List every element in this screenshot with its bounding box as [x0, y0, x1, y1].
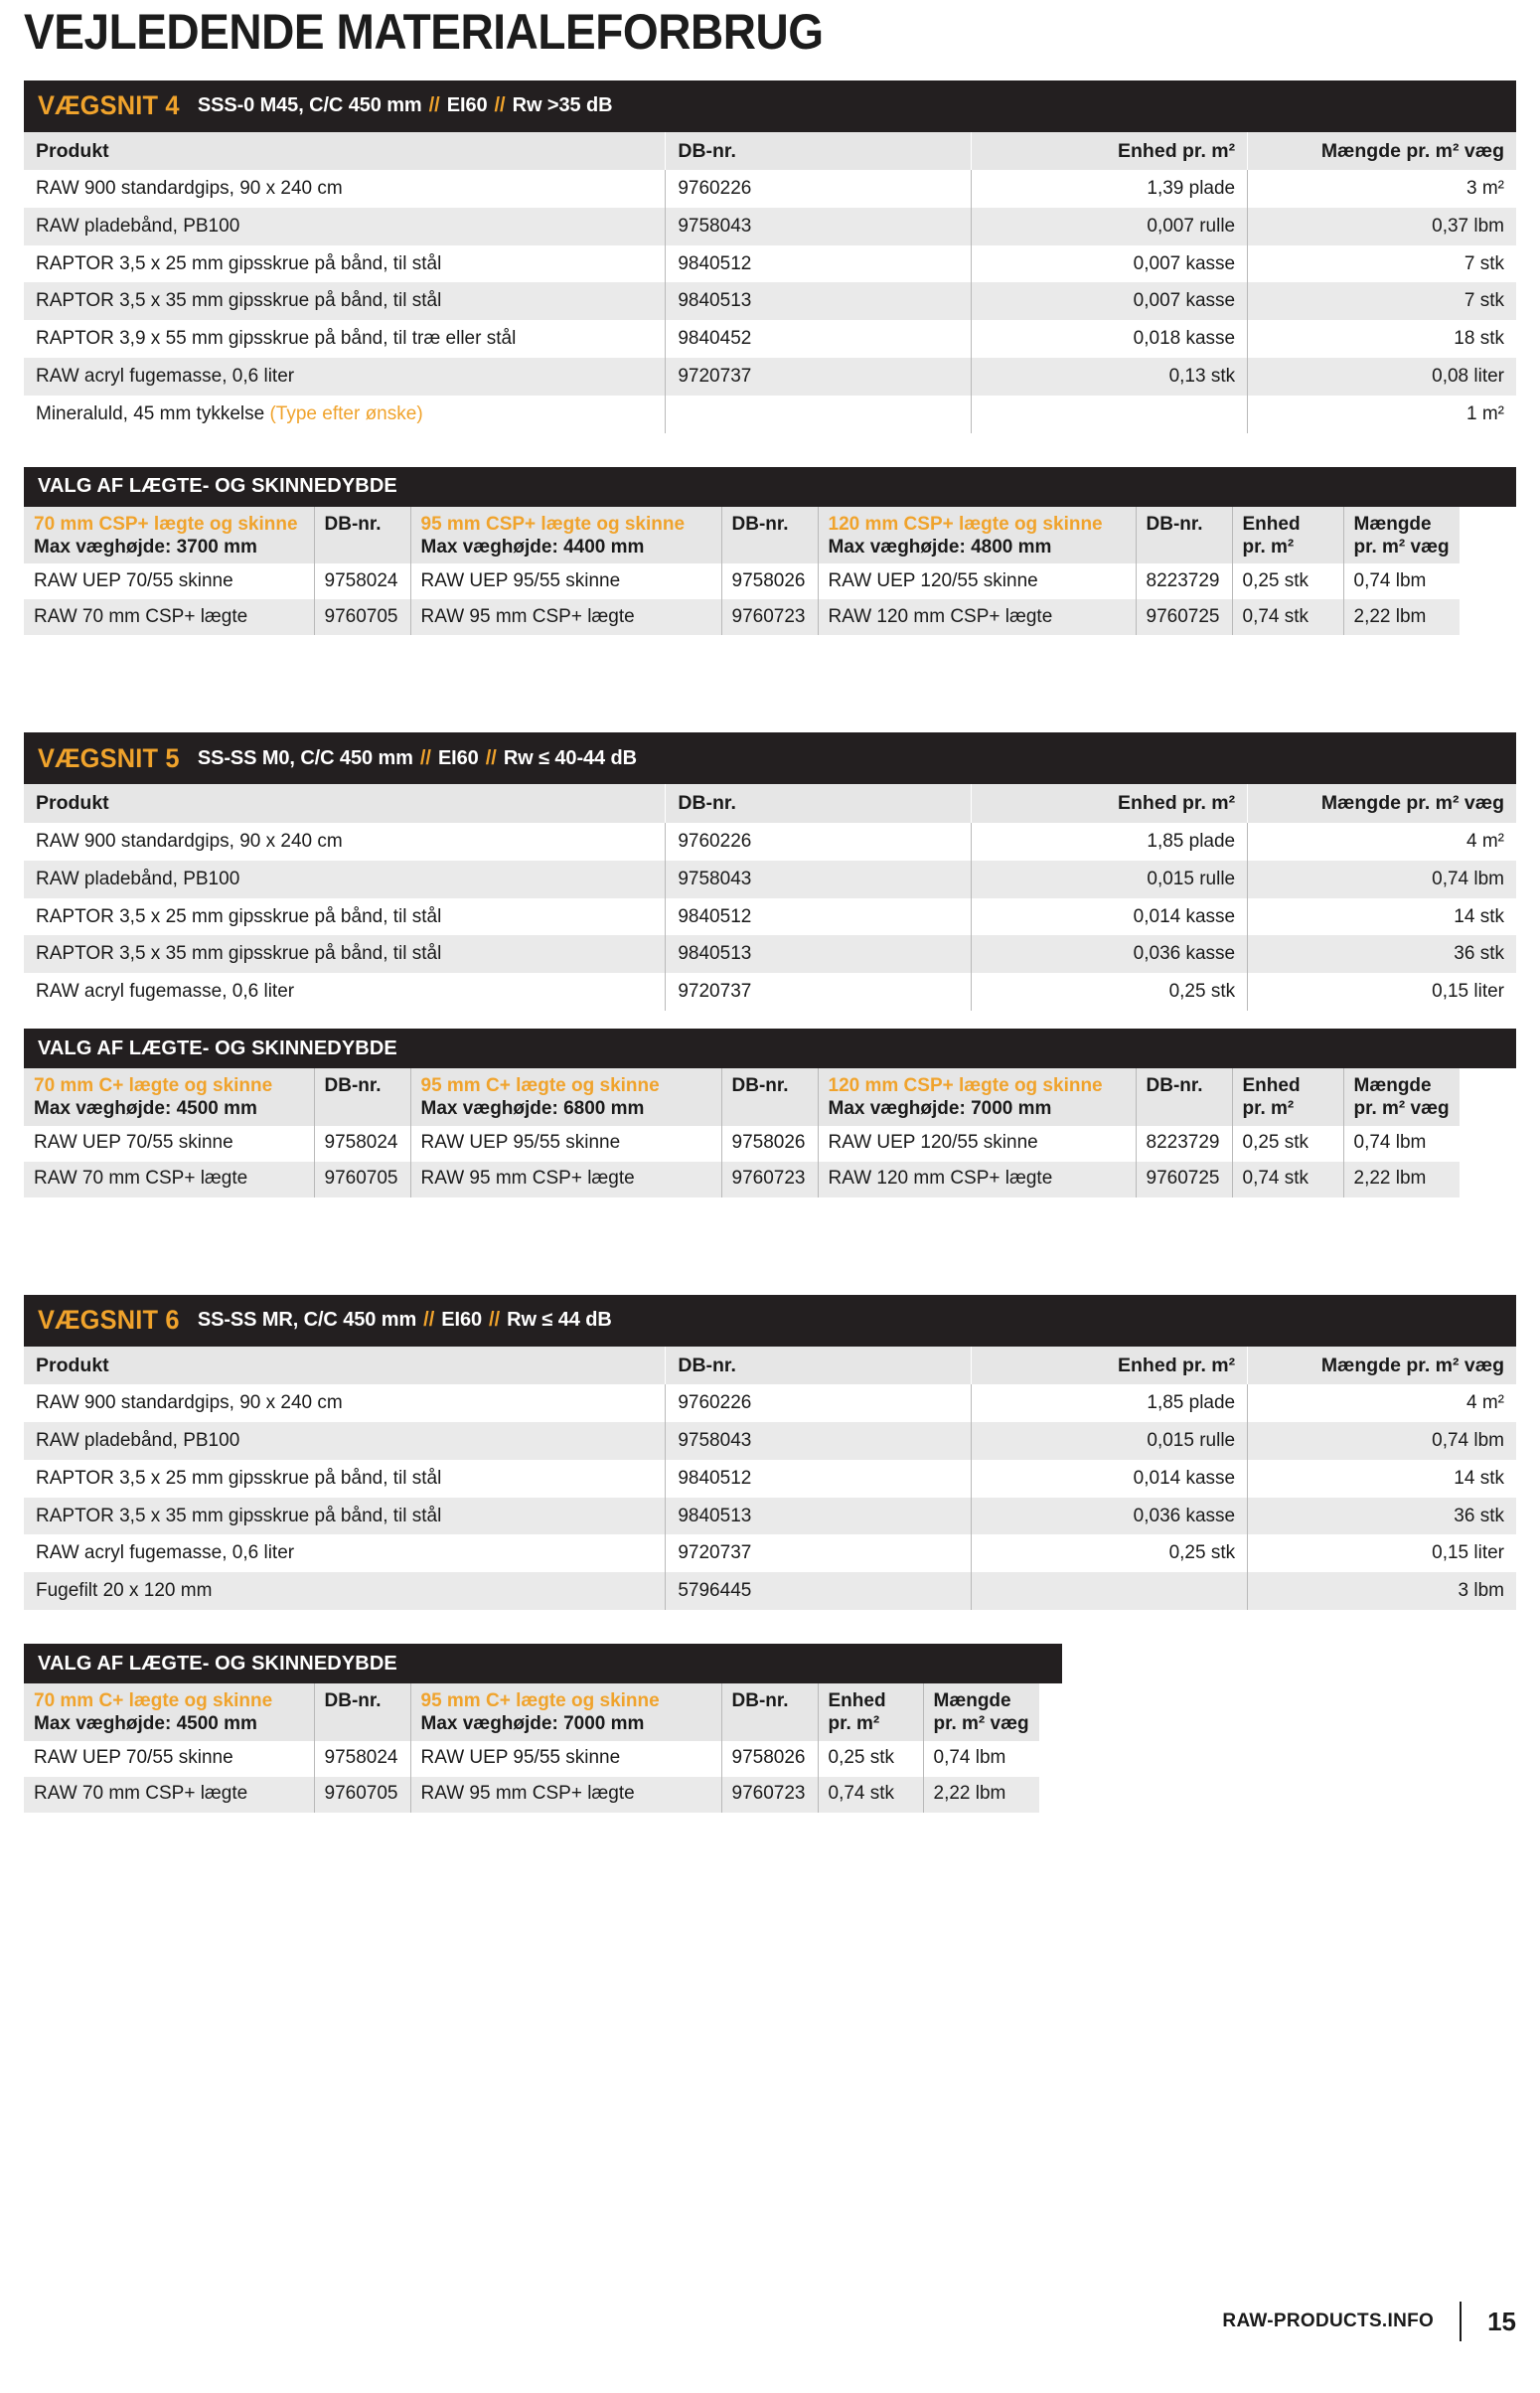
cell-product-3: RAW 120 mm CSP+ lægte — [818, 599, 1136, 635]
cell-maengde: 2,22 lbm — [1343, 1162, 1460, 1197]
produkt-text: RAPTOR 3,9 x 55 mm gipsskrue på bånd, til træ eller stål — [36, 328, 517, 350]
valg-column-header-enhed — [818, 1683, 923, 1741]
cell-enhed: 0,74 stk — [818, 1777, 923, 1813]
cell-db-2: 9760723 — [721, 1777, 818, 1813]
cell-enhed: 0,036 kasse — [972, 1498, 1248, 1535]
cell-db-1: 9760705 — [314, 1777, 410, 1813]
cell-maengde: 36 stk — [1248, 935, 1516, 973]
cell-product-1: RAW 70 mm CSP+ lægte — [24, 1162, 314, 1197]
cell-db: 9758043 — [666, 861, 972, 898]
cell-db-3: 9760725 — [1136, 1162, 1232, 1197]
produkt-text: RAW acryl fugemasse, 0,6 liter — [36, 366, 295, 388]
cell-maengde: 2,22 lbm — [923, 1777, 1039, 1813]
valg-group-header-3 — [818, 1068, 1136, 1126]
footer-divider — [1460, 2302, 1462, 2341]
section-spec-3: Rw >35 dB — [512, 94, 613, 116]
cell-produkt — [24, 208, 666, 245]
cell-produkt — [24, 245, 666, 283]
cell-product-3: RAW UEP 120/55 skinne — [818, 1126, 1136, 1162]
cell-db-2: 9758026 — [721, 1126, 818, 1162]
cell-maengde: 0,74 lbm — [1248, 1422, 1516, 1460]
cell-enhed: 0,25 stk — [1232, 563, 1343, 599]
cell-maengde: 14 stk — [1248, 898, 1516, 936]
cell-product-2: RAW 95 mm CSP+ lægte — [410, 1777, 721, 1813]
cell-enhed: 0,25 stk — [972, 1534, 1248, 1572]
table-row — [24, 1572, 1516, 1610]
valg-group-height: Max væghøjde: 7000 mm — [828, 1097, 1052, 1119]
cell-enhed — [972, 396, 1248, 433]
column-header-produkt: Produkt — [24, 1347, 666, 1384]
column-header-produkt: Produkt — [24, 784, 666, 822]
column-header-db-nr: DB-nr. — [666, 132, 972, 170]
cell-produkt — [24, 170, 666, 208]
enhed-line-1: Enhed — [1242, 1075, 1301, 1097]
cell-db: 9758043 — [666, 208, 972, 245]
cell-maengde: 0,74 lbm — [1343, 563, 1460, 599]
table-row — [24, 245, 1516, 283]
cell-db-1: 9758024 — [314, 563, 410, 599]
table-row — [24, 1498, 1516, 1535]
cell-db: 9760226 — [666, 823, 972, 861]
cell-db: 9758043 — [666, 1422, 972, 1460]
cell-db: 9760226 — [666, 1384, 972, 1422]
cell-db: 9840513 — [666, 1498, 972, 1535]
page-footer — [1222, 2302, 1516, 2341]
cell-maengde: 7 stk — [1248, 245, 1516, 283]
cell-product-1: RAW UEP 70/55 skinne — [24, 563, 314, 599]
separator-slash: // — [494, 94, 506, 116]
product-table — [24, 784, 1516, 1011]
table-row — [24, 973, 1516, 1011]
valg-table — [24, 1068, 1460, 1197]
cell-enhed: 0,25 stk — [972, 973, 1248, 1011]
cell-enhed: 0,007 kasse — [972, 245, 1248, 283]
footer-site-label: RAW-PRODUCTS.INFO — [1222, 2311, 1435, 2331]
cell-db: 9720737 — [666, 358, 972, 396]
cell-maengde: 0,74 lbm — [1248, 861, 1516, 898]
valg-group-height: Max væghøjde: 6800 mm — [420, 1097, 645, 1119]
cell-maengde: 1 m² — [1248, 396, 1516, 433]
section-number: VÆGSNIT 6 — [38, 1305, 180, 1336]
section-vaegsnit-4 — [24, 80, 1516, 636]
valg-header-row — [24, 1068, 1460, 1126]
maengde-line-1: Mængde — [1353, 513, 1432, 535]
cell-enhed: 0,015 rulle — [972, 1422, 1248, 1460]
cell-enhed: 0,014 kasse — [972, 898, 1248, 936]
cell-maengde: 3 m² — [1248, 170, 1516, 208]
valg-header-row — [24, 507, 1460, 564]
valg-column-header-maengde — [1343, 507, 1460, 564]
enhed-line-2: pr. m² — [1242, 536, 1295, 558]
section-spec-1: SSS-0 M45, C/C 450 mm — [197, 94, 422, 116]
cell-product-2: RAW UEP 95/55 skinne — [410, 1741, 721, 1777]
section-vaegsnit-6 — [24, 1295, 1516, 1813]
table-row — [24, 208, 1516, 245]
table-row — [24, 1384, 1516, 1422]
cell-db: 9840512 — [666, 898, 972, 936]
valg-group-header-3 — [818, 507, 1136, 564]
valg-group-height: Max væghøjde: 4800 mm — [828, 536, 1052, 558]
valg-column-header-db: DB-nr. — [721, 1068, 818, 1126]
section-spec-3: Rw ≤ 40-44 dB — [503, 746, 637, 769]
cell-product-3: RAW 120 mm CSP+ lægte — [818, 1162, 1136, 1197]
cell-maengde: 0,08 liter — [1248, 358, 1516, 396]
valg-column-header-db: DB-nr. — [721, 507, 818, 564]
section-header-bar — [24, 80, 1516, 132]
cell-enhed: 1,39 plade — [972, 170, 1248, 208]
cell-db: 9720737 — [666, 1534, 972, 1572]
cell-product-1: RAW 70 mm CSP+ lægte — [24, 1777, 314, 1813]
table-header-row — [24, 1347, 1516, 1384]
cell-enhed — [972, 1572, 1248, 1610]
valg-group-header-1 — [24, 1068, 314, 1126]
cell-maengde: 7 stk — [1248, 282, 1516, 320]
separator-slash: // — [423, 1309, 435, 1332]
produkt-text: Mineraluld, 45 mm tykkelse — [36, 402, 265, 424]
column-header-enhed: Enhed pr. m² — [972, 132, 1248, 170]
enhed-line-1: Enhed — [1242, 513, 1301, 535]
cell-maengde: 18 stk — [1248, 320, 1516, 358]
table-row — [24, 320, 1516, 358]
cell-db: 9840452 — [666, 320, 972, 358]
valg-column-header-db: DB-nr. — [314, 1068, 410, 1126]
valg-group-title: 120 mm CSP+ lægte og skinne — [828, 513, 1103, 535]
table-row — [24, 1534, 1516, 1572]
maengde-line-2: pr. m² væg — [1353, 536, 1450, 558]
cell-maengde: 4 m² — [1248, 823, 1516, 861]
column-header-produkt: Produkt — [24, 132, 666, 170]
cell-produkt: RAPTOR 3,5 x 35 mm gipsskrue på bånd, til stål — [24, 935, 666, 973]
maengde-line-2: pr. m² væg — [933, 1712, 1029, 1734]
enhed-line-1: Enhed — [828, 1690, 886, 1712]
valg-group-title: 120 mm CSP+ lægte og skinne — [828, 1075, 1103, 1097]
separator-slash: // — [485, 746, 497, 769]
table-row — [24, 170, 1516, 208]
separator-slash: // — [489, 1309, 501, 1332]
cell-product-1: RAW 70 mm CSP+ lægte — [24, 599, 314, 635]
section-number: VÆGSNIT 4 — [38, 90, 180, 120]
valg-group-height: Max væghøjde: 4400 mm — [420, 536, 645, 558]
cell-db: 9840513 — [666, 282, 972, 320]
valg-group-title: 70 mm C+ lægte og skinne — [34, 1075, 273, 1097]
cell-product-2: RAW UEP 95/55 skinne — [410, 563, 721, 599]
column-header-maengde: Mængde pr. m² væg — [1248, 132, 1516, 170]
table-row — [24, 358, 1516, 396]
footer-page-number: 15 — [1487, 2306, 1516, 2336]
cell-enhed: 0,25 stk — [1232, 1126, 1343, 1162]
cell-produkt — [24, 320, 666, 358]
cell-db-2: 9760723 — [721, 599, 818, 635]
maengde-line-1: Mængde — [933, 1690, 1011, 1712]
cell-produkt: RAPTOR 3,5 x 25 mm gipsskrue på bånd, til stål — [24, 1460, 666, 1498]
cell-enhed: 0,036 kasse — [972, 935, 1248, 973]
table-row — [24, 823, 1516, 861]
cell-db: 9840512 — [666, 245, 972, 283]
cell-maengde: 0,15 liter — [1248, 1534, 1516, 1572]
enhed-line-2: pr. m² — [1242, 1097, 1295, 1119]
section-spec-2: EI60 — [441, 1309, 483, 1332]
cell-product-3: RAW UEP 120/55 skinne — [818, 563, 1136, 599]
section-vaegsnit-5 — [24, 732, 1516, 1196]
valg-column-header-enhed — [1232, 507, 1343, 564]
valg-group-height: Max væghøjde: 3700 mm — [34, 536, 257, 558]
maengde-line-2: pr. m² væg — [1353, 1097, 1450, 1119]
valg-row — [24, 1741, 1039, 1777]
column-header-db-nr: DB-nr. — [666, 1347, 972, 1384]
valg-column-header-db: DB-nr. — [314, 507, 410, 564]
valg-group-header-2 — [410, 507, 721, 564]
column-header-db-nr: DB-nr. — [666, 784, 972, 822]
cell-produkt: RAW 900 standardgips, 90 x 240 cm — [24, 1384, 666, 1422]
section-header-bar — [24, 732, 1516, 784]
cell-produkt — [24, 282, 666, 320]
product-table — [24, 1347, 1516, 1610]
valg-column-header-db: DB-nr. — [314, 1683, 410, 1741]
cell-product-2: RAW 95 mm CSP+ lægte — [410, 1162, 721, 1197]
cell-product-2: RAW 95 mm CSP+ lægte — [410, 599, 721, 635]
cell-maengde: 36 stk — [1248, 1498, 1516, 1535]
cell-product-1: RAW UEP 70/55 skinne — [24, 1126, 314, 1162]
section-spec-1: SS-SS MR, C/C 450 mm — [197, 1309, 417, 1332]
valg-row — [24, 1777, 1039, 1813]
column-header-maengde: Mængde pr. m² væg — [1248, 1347, 1516, 1384]
cell-produkt: RAW pladebånd, PB100 — [24, 1422, 666, 1460]
valg-table — [24, 507, 1460, 636]
table-row — [24, 1422, 1516, 1460]
cell-enhed: 0,13 stk — [972, 358, 1248, 396]
cell-maengde: 14 stk — [1248, 1460, 1516, 1498]
produkt-text: RAPTOR 3,5 x 25 mm gipsskrue på bånd, til stål — [36, 252, 442, 274]
valg-group-height: Max væghøjde: 7000 mm — [420, 1712, 645, 1734]
cell-produkt — [24, 358, 666, 396]
valg-column-header-db: DB-nr. — [1136, 1068, 1232, 1126]
product-table — [24, 132, 1516, 433]
valg-column-header-db: DB-nr. — [1136, 507, 1232, 564]
valg-column-header-enhed — [1232, 1068, 1343, 1126]
enhed-line-2: pr. m² — [828, 1712, 880, 1734]
cell-maengde: 3 lbm — [1248, 1572, 1516, 1610]
table-row — [24, 1460, 1516, 1498]
valg-header-bar: VALG AF LÆGTE- OG SKINNEDYBDE — [24, 1644, 1062, 1683]
maengde-line-1: Mængde — [1353, 1075, 1432, 1097]
cell-db: 9840512 — [666, 1460, 972, 1498]
cell-db-3: 8223729 — [1136, 1126, 1232, 1162]
section-spec-3: Rw ≤ 44 dB — [507, 1309, 612, 1332]
cell-db: 9760226 — [666, 170, 972, 208]
valg-group-header-1 — [24, 1683, 314, 1741]
valg-group-height: Max væghøjde: 4500 mm — [34, 1097, 257, 1119]
valg-group-header-2 — [410, 1068, 721, 1126]
cell-db-2: 9758026 — [721, 1741, 818, 1777]
cell-db-1: 9760705 — [314, 1162, 410, 1197]
column-header-maengde: Mængde pr. m² væg — [1248, 784, 1516, 822]
section-spec-2: EI60 — [437, 746, 479, 769]
column-header-enhed: Enhed pr. m² — [972, 784, 1248, 822]
valg-header-bar: VALG AF LÆGTE- OG SKINNEDYBDE — [24, 1029, 1516, 1068]
cell-db — [666, 396, 972, 433]
cell-db-2: 9760723 — [721, 1162, 818, 1197]
cell-maengde: 2,22 lbm — [1343, 599, 1460, 635]
cell-db: 9720737 — [666, 973, 972, 1011]
table-row — [24, 898, 1516, 936]
cell-db-1: 9760705 — [314, 599, 410, 635]
cell-maengde: 0,74 lbm — [923, 1741, 1039, 1777]
section-number: VÆGSNIT 5 — [38, 742, 180, 773]
cell-enhed: 0,014 kasse — [972, 1460, 1248, 1498]
section-header-bar — [24, 1295, 1516, 1347]
table-row — [24, 282, 1516, 320]
cell-produkt: RAPTOR 3,5 x 35 mm gipsskrue på bånd, til stål — [24, 1498, 666, 1535]
section-spec-1: SS-SS M0, C/C 450 mm — [197, 746, 413, 769]
valg-row — [24, 1162, 1460, 1197]
cell-enhed: 1,85 plade — [972, 823, 1248, 861]
cell-enhed: 0,018 kasse — [972, 320, 1248, 358]
valg-column-header-maengde — [1343, 1068, 1460, 1126]
cell-enhed: 0,007 kasse — [972, 282, 1248, 320]
valg-group-title: 95 mm C+ lægte og skinne — [420, 1075, 660, 1097]
table-row — [24, 935, 1516, 973]
produkt-note: (Type efter ønske) — [269, 402, 423, 424]
cell-enhed: 0,015 rulle — [972, 861, 1248, 898]
cell-enhed: 0,74 stk — [1232, 1162, 1343, 1197]
valg-group-title: 95 mm C+ lægte og skinne — [420, 1690, 660, 1712]
cell-product-2: RAW UEP 95/55 skinne — [410, 1126, 721, 1162]
valg-header-bar: VALG AF LÆGTE- OG SKINNEDYBDE — [24, 467, 1516, 507]
cell-enhed: 0,25 stk — [818, 1741, 923, 1777]
cell-db-3: 9760725 — [1136, 599, 1232, 635]
cell-enhed: 0,007 rulle — [972, 208, 1248, 245]
valg-table — [24, 1683, 1039, 1813]
cell-maengde: 0,74 lbm — [1343, 1126, 1460, 1162]
cell-db-1: 9758024 — [314, 1126, 410, 1162]
cell-produkt: RAW pladebånd, PB100 — [24, 861, 666, 898]
valg-row — [24, 599, 1460, 635]
cell-produkt: RAW acryl fugemasse, 0,6 liter — [24, 973, 666, 1011]
cell-enhed: 0,74 stk — [1232, 599, 1343, 635]
cell-maengde: 4 m² — [1248, 1384, 1516, 1422]
section-spec-2: EI60 — [446, 94, 488, 116]
cell-db: 9840513 — [666, 935, 972, 973]
cell-enhed: 1,85 plade — [972, 1384, 1248, 1422]
valg-column-header-db: DB-nr. — [721, 1683, 818, 1741]
page-title: VEJLEDENDE MATERIALEFORBRUG — [24, 4, 824, 60]
produkt-text: RAW pladebånd, PB100 — [36, 215, 240, 237]
column-header-enhed: Enhed pr. m² — [972, 1347, 1248, 1384]
produkt-text: RAW 900 standardgips, 90 x 240 cm — [36, 177, 343, 199]
cell-db-3: 8223729 — [1136, 563, 1232, 599]
cell-produkt — [24, 396, 666, 433]
cell-db-1: 9758024 — [314, 1741, 410, 1777]
table-row — [24, 396, 1516, 433]
separator-slash: // — [428, 94, 440, 116]
separator-slash: // — [419, 746, 431, 769]
table-header-row — [24, 132, 1516, 170]
cell-db-2: 9758026 — [721, 563, 818, 599]
valg-group-height: Max væghøjde: 4500 mm — [34, 1712, 257, 1734]
table-row — [24, 861, 1516, 898]
valg-group-header-2 — [410, 1683, 721, 1741]
cell-produkt: RAPTOR 3,5 x 25 mm gipsskrue på bånd, til stål — [24, 898, 666, 936]
valg-column-header-maengde — [923, 1683, 1039, 1741]
valg-group-title: 95 mm CSP+ lægte og skinne — [420, 513, 686, 535]
valg-group-header-1 — [24, 507, 314, 564]
cell-product-1: RAW UEP 70/55 skinne — [24, 1741, 314, 1777]
cell-db: 5796445 — [666, 1572, 972, 1610]
produkt-text: RAPTOR 3,5 x 35 mm gipsskrue på bånd, til stål — [36, 290, 442, 312]
valg-row — [24, 1126, 1460, 1162]
valg-group-title: 70 mm C+ lægte og skinne — [34, 1690, 273, 1712]
valg-header-row — [24, 1683, 1039, 1741]
cell-maengde: 0,15 liter — [1248, 973, 1516, 1011]
cell-produkt: RAW acryl fugemasse, 0,6 liter — [24, 1534, 666, 1572]
table-header-row — [24, 784, 1516, 822]
cell-maengde: 0,37 lbm — [1248, 208, 1516, 245]
valg-group-title: 70 mm CSP+ lægte og skinne — [34, 513, 298, 535]
valg-row — [24, 563, 1460, 599]
cell-produkt: Fugefilt 20 x 120 mm — [24, 1572, 666, 1610]
cell-produkt: RAW 900 standardgips, 90 x 240 cm — [24, 823, 666, 861]
